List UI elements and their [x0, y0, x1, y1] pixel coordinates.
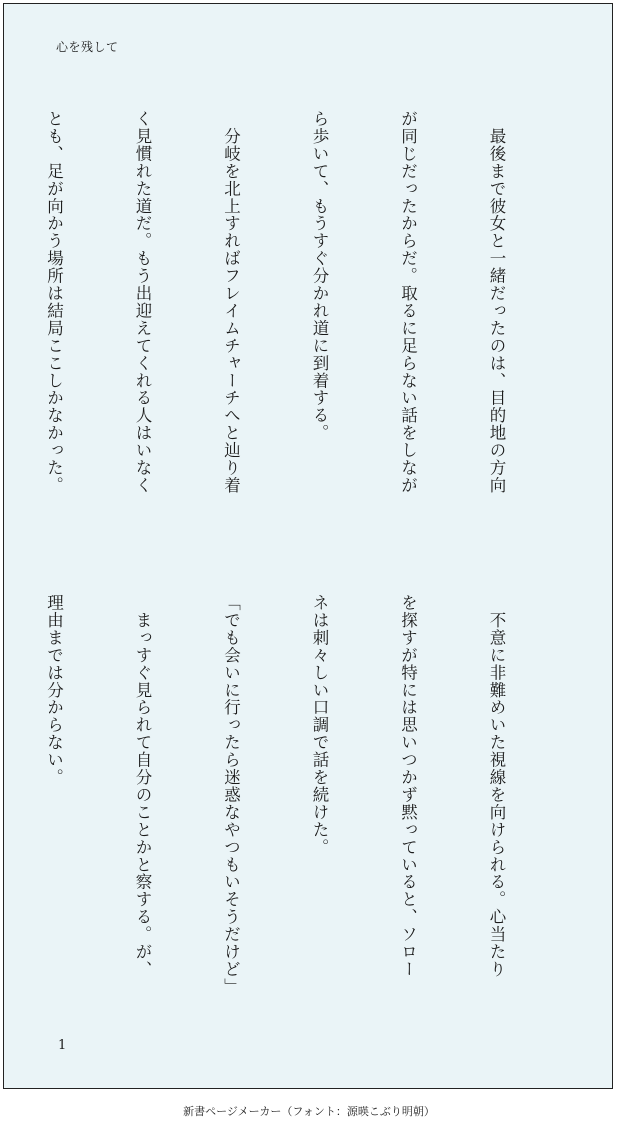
text-line: 分岐を北上すればフレイムチャーチへと辿り着 [221, 110, 241, 494]
text-line: を探すが特には思いつかず黙っていると、ソロー [398, 594, 418, 978]
text-line: とも、足が向かう場所は結局ここしかなかった。 [44, 110, 64, 494]
book-page [3, 3, 613, 1089]
text-line: ネは刺々しい口調で話を続けた。 [310, 594, 329, 856]
text-line: く見慣れた道だ。もう出迎えてくれる人はいなく [133, 110, 152, 494]
text-line: 理由までは分からない。 [44, 594, 64, 786]
text-line: 不意に非難めいた視線を向けられる。心当たり [487, 594, 506, 978]
page-number: 1 [58, 1038, 67, 1053]
text-line: が同じだったからだ。取るに足らない話をしなが [398, 110, 418, 494]
text-line: 最後まで彼女と一緒だったのは、目的地の方向 [487, 110, 506, 494]
text-line: ら歩いて、もうすぐ分かれ道に到着する。 [310, 110, 329, 442]
text-line: 「でも会いに行ったら迷惑なやつもいそうだけど」 [221, 594, 241, 996]
text-line: まっすぐ見られて自分のことかと察する。が、 [133, 594, 152, 978]
footer-credit: 新書ページメーカー（フォント：源暎こぶり明朝） [183, 1105, 435, 1118]
text-block-top [3, 110, 570, 530]
chapter-title: 心を残して [56, 40, 119, 54]
text-block-bottom [3, 594, 570, 1014]
